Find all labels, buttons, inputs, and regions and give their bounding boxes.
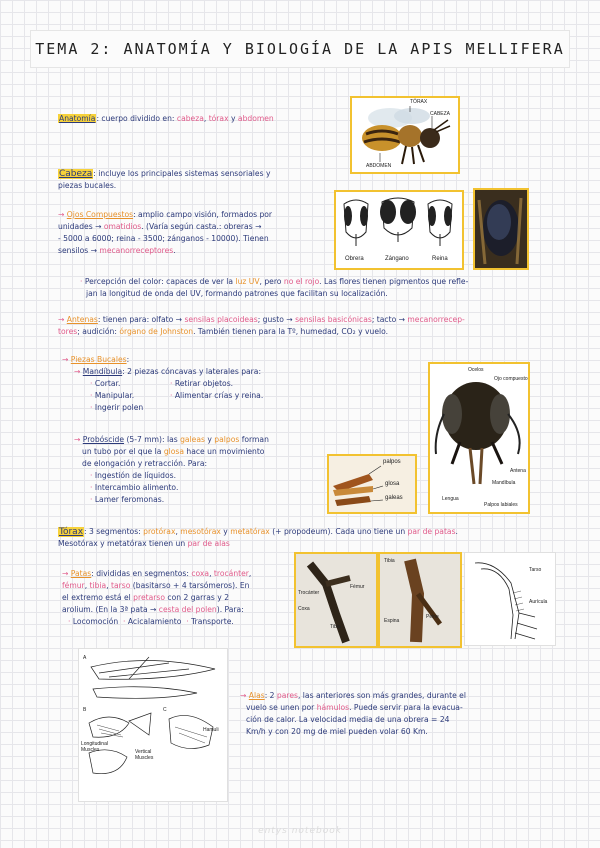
torax-text-c: y	[220, 527, 231, 536]
patas-coxa: coxa	[191, 569, 210, 578]
torax-text-b: ,	[175, 527, 181, 536]
alas-pares: pares	[276, 691, 298, 700]
percepcion-line2: jan la longitud de onda del UV, formando patrones que facilitan su localización.	[86, 289, 388, 298]
bee-body-image	[350, 96, 460, 174]
leg3-label-auricula: Aurícula	[529, 599, 548, 605]
antenas-text-b: ; gusto →	[257, 315, 296, 324]
torax-metatorax: metatórax	[230, 527, 270, 536]
label-torax: TÓRAX	[410, 99, 428, 105]
patas-trocanter: trocánter	[213, 569, 249, 578]
patas-tarso: tarso	[111, 581, 131, 590]
mouthparts-illustration	[329, 456, 415, 512]
label-abdomen: ABDOMEN	[366, 163, 392, 169]
ojos-text2b: . (Varía según casta.: obreras →	[141, 222, 262, 231]
ojos-omatidios: omatidios	[103, 222, 142, 231]
antenas-block	[58, 314, 558, 338]
prob-text2a: un tubo por el que la	[82, 447, 164, 456]
leg-2-illustration	[380, 554, 460, 646]
mand-use-4-text: Retirar objetos.	[174, 379, 234, 388]
label-lengua: Lengua	[442, 496, 459, 502]
wing-label-b: B	[83, 707, 87, 713]
cabeza-block	[58, 168, 288, 192]
alas-block	[240, 690, 510, 738]
percepcion-line1: · Percepción del color: capaces de ver la luz UV, pero no el rojo. Las flores tienen pigmentos que refle-	[80, 277, 469, 286]
torax-par-alas: par de alas	[187, 539, 230, 548]
proboscide-block	[74, 434, 324, 506]
label-reina: Reina	[432, 256, 448, 262]
torax-text-e: .	[455, 527, 458, 536]
mand-use-1: · Cortar.	[90, 379, 121, 388]
prob-text2b: hace un movimiento	[184, 447, 265, 456]
antenas-text-e: . También tienen para la Tº, humedad, CO₂ y vuelo.	[193, 327, 389, 336]
mand-use-2-text: Manipular.	[94, 391, 135, 400]
patas-text4b: ). Para:	[216, 605, 244, 614]
anatomia-line	[58, 113, 348, 125]
prob-line3: de elongación y retracción. Para:	[82, 459, 208, 468]
alas-line3: ción de calor. La velocidad media de una obrera = 24	[246, 715, 450, 724]
anatomia-heading: Anatomía	[59, 114, 96, 123]
antenas-line2	[58, 326, 558, 338]
heads-castes-image	[334, 190, 464, 270]
percepcion-block	[80, 276, 550, 300]
label-ocelos: Ocelos	[468, 367, 484, 373]
leg-photo-1	[294, 552, 378, 648]
wing-label-long: Longitudinal Muscles	[81, 741, 108, 753]
leg1-label-coxa: Coxa	[298, 606, 310, 612]
patas-line1: → Patas: divididas en segmentos: coxa, trocánter,	[62, 569, 252, 578]
eye-illustration	[475, 190, 527, 268]
prob-text1b: y	[204, 435, 215, 444]
page-title: TEMA 2: ANATOMÍA Y BIOLOGÍA DE LA APIS MELLIFERA	[35, 40, 565, 58]
mand-use-3-text: Ingerir polen	[94, 403, 144, 412]
antenas-text-c: ; tacto →	[371, 315, 408, 324]
prob-galeas: galeas	[180, 435, 205, 444]
prob-use-2-text: Intercambio alimento.	[94, 483, 179, 492]
cabeza-text: : incluye los principales sistemas sensoriales y piezas bucales.	[58, 169, 271, 190]
anatomia-sep2: y	[228, 114, 238, 123]
prob-text1a: (5-7 mm): las	[124, 435, 181, 444]
torax-mesotorax: mesotórax	[180, 527, 221, 536]
head-photo-illustration	[430, 364, 528, 512]
prob-line2	[74, 446, 324, 458]
label-cabeza: CABEZA	[430, 111, 451, 117]
torax-text-a: : 3 segmentos:	[84, 527, 144, 536]
leg2-label-espina: Espina	[384, 618, 400, 624]
ojos-line2	[58, 221, 330, 233]
ojos-mecanorreceptores: mecanorreceptores	[99, 246, 174, 255]
wing-diagram	[78, 648, 228, 802]
patas-text3b: con 2 garras y 2	[164, 593, 230, 602]
antenas-text-a: : tienen para: olfato →	[97, 315, 185, 324]
anatomia-torax: tórax	[208, 114, 229, 123]
anatomia-cabeza: cabeza	[176, 114, 204, 123]
ojos-line4	[58, 245, 330, 257]
label-palpos: palpos	[383, 459, 401, 465]
piezas-block	[62, 354, 342, 414]
patas-use-3: Transporte.	[191, 617, 234, 626]
patas-line3	[62, 592, 294, 604]
ojos-heading: Ojos Compuestos	[66, 210, 134, 219]
mandibula-uses	[62, 378, 342, 414]
alas-text2b: . Puede servir para la evacua-	[349, 703, 463, 712]
ojos-text4b: .	[173, 246, 176, 255]
bee-illustration	[352, 98, 458, 172]
torax-par-patas: par de patas	[407, 527, 456, 536]
wing-illustration	[79, 649, 227, 801]
ojos-text1: : amplio campo visión, formados por	[133, 210, 273, 219]
mandibula-uses-right	[170, 378, 263, 414]
torax-block	[58, 526, 566, 550]
leg-1-illustration	[296, 554, 376, 646]
patas-text-d: ,	[84, 581, 90, 590]
patas-text3: el extremo está el	[62, 593, 134, 602]
torax-heading: Tórax	[59, 527, 84, 537]
torax-protorax: protórax	[143, 527, 176, 536]
alas-line2	[240, 702, 510, 714]
antenas-meca1: mecanorrecep-	[407, 315, 465, 324]
mandibula-heading: Mandíbula	[82, 367, 123, 376]
label-zangano: Zángano	[385, 256, 409, 262]
percepcion-rojo: no el rojo	[283, 277, 320, 286]
patas-femur: fémur	[62, 581, 85, 590]
patas-line4	[62, 604, 294, 616]
antenas-heading: Antenas	[66, 315, 98, 324]
mandibula-line: → Mandíbula: 2 piezas cóncavas y laterales para:	[74, 367, 262, 376]
patas-text-e: ,	[106, 581, 112, 590]
leg2-label-tibia: Tibia	[384, 558, 395, 564]
alas-line4: Km/h y con 20 mg de miel pueden volar 60 Km.	[246, 727, 428, 736]
alas-text-a: : 2	[264, 691, 277, 700]
leg1-label-trocanter: Trocánter	[298, 590, 320, 596]
leg1-label-femur: Fémur	[350, 584, 365, 590]
mand-use-5-text: Alimentar crías y reina.	[174, 391, 264, 400]
bee-head-photo	[428, 362, 530, 514]
antenas-meca2: tores	[58, 327, 78, 336]
alas-text-b: , las anteriores son más grandes, durante el	[297, 691, 466, 700]
alas-heading: Alas	[248, 691, 265, 700]
label-glosa: glosa	[385, 481, 400, 487]
leg2-label-peine: Peine	[426, 614, 439, 620]
label-ojo-compuesto: Ojo compuesto	[494, 376, 528, 382]
percepcion-text1a: Percepción del color: capaces de ver la	[84, 277, 236, 286]
alas-hamulos: hámulos	[316, 703, 350, 712]
torax-line1	[58, 526, 566, 538]
patas-cesta: cesta del polen	[158, 605, 217, 614]
antenas-line1: → Antenas: tienen para: olfato → sensilas placoideas; gusto → sensilas basicónicas; tacto → mecanorrecep-	[58, 315, 465, 324]
patas-heading: Patas	[70, 569, 92, 578]
prob-use-1: · Ingestión de líquidos.	[90, 471, 176, 480]
prob-use-1-text: Ingestión de líquidos.	[94, 471, 176, 480]
patas-pretarso: pretarso	[133, 593, 165, 602]
label-palpos-labiales: Palpos labiales	[484, 502, 518, 508]
wing-label-a: A	[83, 655, 87, 661]
prob-text1c: forman	[239, 435, 269, 444]
mand-use-5: · Alimentar crías y reina.	[170, 391, 264, 400]
mandibula-uses-left	[90, 378, 170, 414]
wing-label-c: C	[163, 707, 167, 713]
mandibula-text: : 2 piezas cóncavas y laterales para:	[122, 367, 262, 376]
label-mandibula: Mandíbula	[492, 480, 516, 486]
patas-text-b: ,	[209, 569, 214, 578]
prob-use-2: · Intercambio alimento.	[90, 483, 179, 492]
prob-palpos: palpos	[214, 435, 240, 444]
antenas-johnston: órgano de Johnston	[119, 327, 194, 336]
antenas-placoideas: sensilas placoideas	[184, 315, 258, 324]
alas-line1: → Alas: 2 pares, las anteriores son más grandes, durante el	[240, 691, 466, 700]
proboscide-heading: Probóscide	[82, 435, 125, 444]
alas-text2a: vuelo se unen por	[246, 703, 317, 712]
ojos-line1: → Ojos Compuestos: amplio campo visión, formados por	[58, 210, 273, 219]
torax-text2a: Mesotórax y metatórax tienen un	[58, 539, 188, 548]
ojos-text2a: unidades →	[58, 222, 104, 231]
prob-use-3-text: Lamer feromonas.	[94, 495, 165, 504]
mand-use-4: · Retirar objetos.	[170, 379, 234, 388]
prob-glosa: glosa	[163, 447, 184, 456]
patas-uses: · Locomoción · Acicalamiento · Transporte.	[68, 617, 234, 626]
piezas-heading-line: → Piezas Bucales:	[62, 355, 130, 364]
wing-label-vert: Vertical Muscles	[135, 749, 154, 761]
patas-text-c: ,	[248, 569, 252, 578]
patas-text-a: : divididas en segmentos:	[91, 569, 192, 578]
mouthparts-image	[327, 454, 417, 514]
leg3-label-tarso: Tarso	[529, 567, 542, 573]
anatomia-abdomen: abdomen	[237, 114, 274, 123]
cabeza-heading: Cabeza	[59, 169, 93, 179]
leg-drawing	[464, 552, 556, 646]
patas-use-2: Acicalamiento	[127, 617, 182, 626]
piezas-suffix: :	[126, 355, 130, 364]
leg1-label-tibia: Tibia	[330, 624, 341, 630]
percepcion-text1b: , pero	[259, 277, 284, 286]
antenas-text-d: ; audición:	[77, 327, 120, 336]
anatomia-prefix: : cuerpo dividido en:	[96, 114, 177, 123]
patas-tibia: tibia	[89, 581, 107, 590]
mand-use-3: · Ingerir polen	[90, 403, 144, 412]
patas-text-f: (basitarso + 4 tarsómeros). En	[130, 581, 250, 590]
antenas-basiconicas: sensilas basicónicas	[295, 315, 372, 324]
percepcion-text1c: . Las flores tienen pigmentos que refle-	[319, 277, 469, 286]
leg-photo-2	[378, 552, 462, 648]
patas-block	[62, 568, 294, 628]
percepcion-uv: luz UV	[235, 277, 260, 286]
torax-line2	[58, 538, 566, 550]
mand-use-1-text: Cortar.	[94, 379, 121, 388]
ojos-text4a: sensilos →	[58, 246, 100, 255]
patas-line2	[62, 580, 294, 592]
torax-text-d: (+ propodeum). Cada uno tiene un	[269, 527, 408, 536]
patas-text4a: arolium. (En la 3ª pata →	[62, 605, 159, 614]
compound-eye-photo	[473, 188, 529, 270]
label-galeas: galeas	[385, 495, 403, 501]
footer-watermark: entys notebook	[258, 826, 342, 836]
label-antena: Antena	[510, 468, 526, 474]
prob-use-3: · Lamer feromonas.	[90, 495, 165, 504]
mand-use-2: · Manipular.	[90, 391, 135, 400]
prob-line1: → Probóscide (5-7 mm): las galeas y palpos forman	[74, 435, 269, 444]
ojos-line3: - 5000 a 6000; reina - 3500; zánganos - 10000). Tienen	[58, 234, 269, 243]
wing-label-hamuli: Hamuli	[203, 727, 219, 733]
ojos-block	[58, 209, 330, 257]
label-obrera: Obrera	[345, 256, 364, 262]
anatomia-sep1: ,	[203, 114, 209, 123]
piezas-heading: Piezas Bucales	[70, 355, 127, 364]
patas-use-1: Locomoción	[72, 617, 119, 626]
